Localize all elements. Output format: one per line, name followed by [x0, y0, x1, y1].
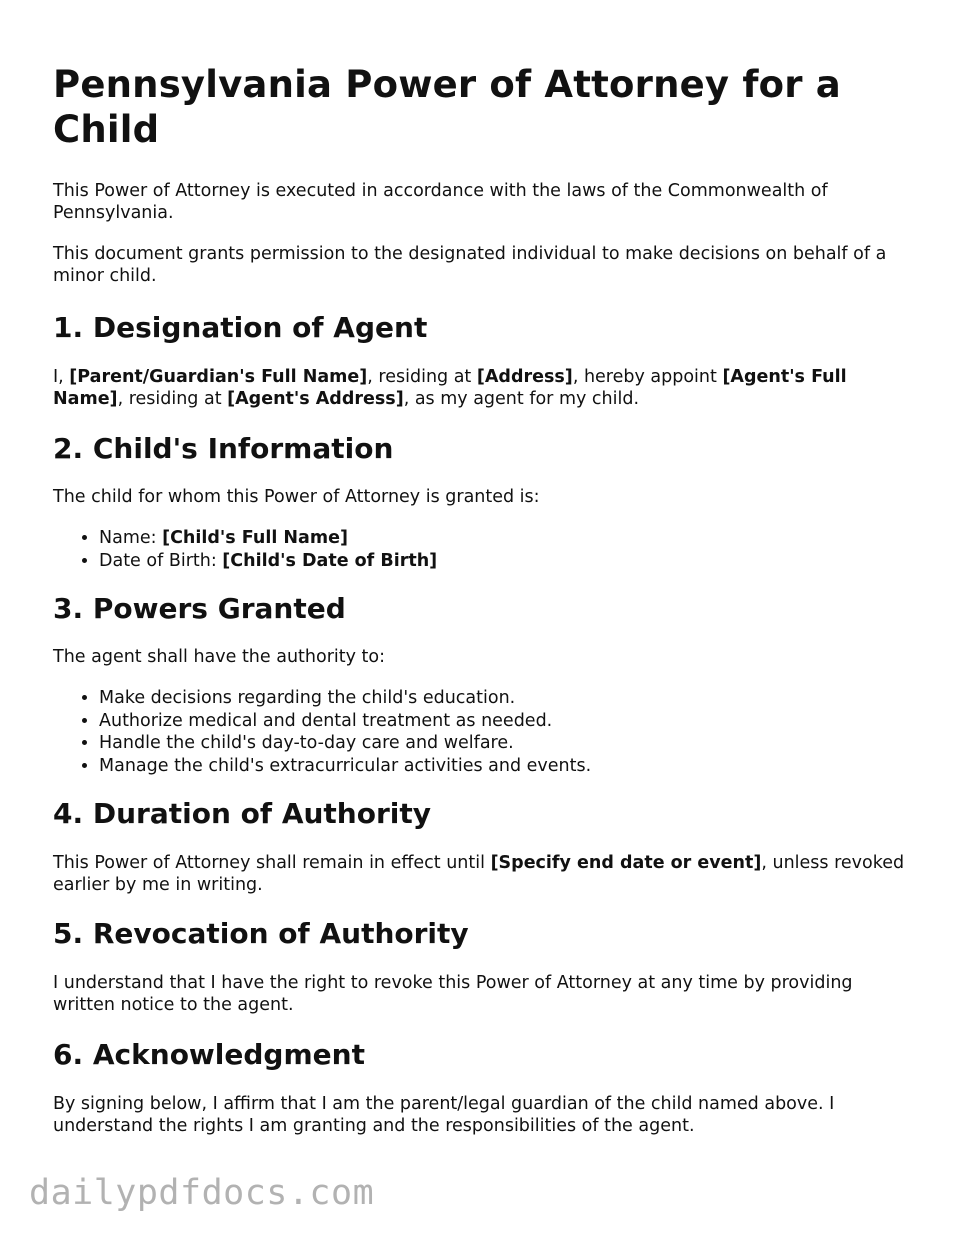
intro-paragraph-2: This document grants permission to the designated individual to make decisions on behalf of a minor child. — [53, 244, 887, 286]
document-page — [53, 62, 911, 1137]
child-info-list — [53, 527, 911, 572]
powers-lead: The agent shall have the authority to: — [53, 647, 386, 667]
powers-list — [53, 687, 911, 777]
child-dob-placeholder: [Child's Date of Birth] — [222, 550, 438, 571]
list-item: • Authorize medical and dental treatment as needed. — [99, 710, 911, 733]
intro-paragraph-1: This Power of Attorney is executed in accordance with the laws of the Commonwealth of Pennsylvania. — [53, 181, 828, 223]
section-heading-childs-information: 2. Child's Information — [53, 432, 394, 465]
list-item: • Make decisions regarding the child's education. — [99, 687, 911, 710]
section-heading-revocation-of-authority: 5. Revocation of Authority — [53, 917, 469, 950]
end-date-placeholder: [Specify end date or event] — [490, 853, 762, 873]
list-item: • Handle the child's day-to-day care and welfare. — [99, 732, 911, 755]
list-item: • Date of Birth: [Child's Date of Birth] — [99, 550, 911, 573]
child-info-lead: The child for whom this Power of Attorney is granted is: — [53, 487, 540, 507]
designation-paragraph: I, [Parent/Guardian's Full Name], residing at [Address], hereby appoint [Agent's Full Name], residing at [Agent's Address], as my agent for my child. — [53, 367, 847, 409]
section-heading-duration-of-authority: 4. Duration of Authority — [53, 797, 432, 830]
agent-address-placeholder: [Agent's Address] — [227, 389, 404, 409]
acknowledgment-paragraph: By signing below, I affirm that I am the parent/legal guardian of the child named above. I understand the rights I am granting and the responsibilities of the agent. — [53, 1094, 835, 1136]
parent-name-placeholder: [Parent/Guardian's Full Name] — [69, 367, 368, 387]
revocation-paragraph: I understand that I have the right to revoke this Power of Attorney at any time by providing written notice to the agent. — [53, 973, 853, 1015]
child-name-placeholder: [Child's Full Name] — [162, 528, 348, 548]
agent-name-placeholder: [Agent's Full Name] — [53, 367, 847, 409]
watermark: dailypdfdocs.com — [29, 1173, 375, 1213]
section-heading-acknowledgment: 6. Acknowledgment — [53, 1038, 365, 1071]
duration-paragraph: This Power of Attorney shall remain in effect until [Specify end date or event], unless revoked earlier by me in writing. — [53, 853, 905, 895]
address-placeholder: [Address] — [476, 367, 573, 387]
section-heading-powers-granted: 3. Powers Granted — [53, 592, 346, 625]
list-item: • Manage the child's extracurricular activities and events. — [99, 755, 911, 778]
list-item: • Name: [Child's Full Name] — [99, 527, 911, 550]
section-heading-designation-of-agent: 1. Designation of Agent — [53, 311, 428, 344]
document-title: Pennsylvania Power of Attorney for a Child — [53, 63, 841, 151]
